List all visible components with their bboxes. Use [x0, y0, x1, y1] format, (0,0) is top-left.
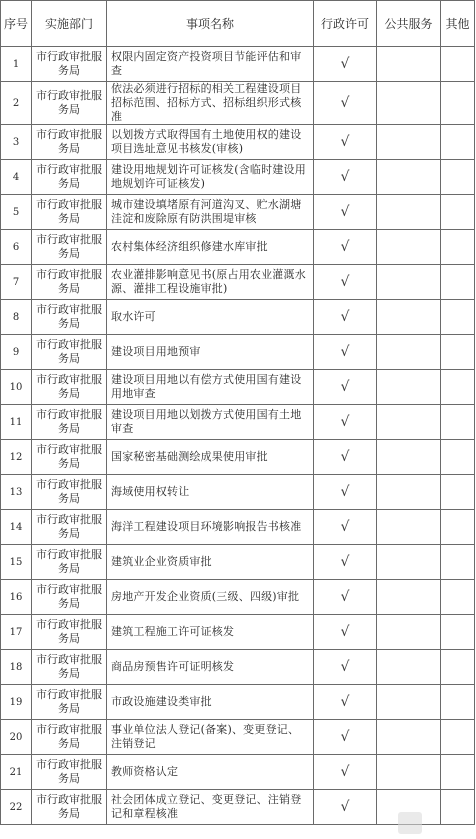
row-other — [441, 125, 475, 160]
row-item-name: 国家秘密基础测绘成果使用审批 — [107, 440, 314, 475]
row-item-name: 建设项目用地以划拨方式使用国有土地审查 — [107, 405, 314, 440]
table-row — [1, 475, 475, 510]
row-admin-permit-check: √ — [314, 685, 377, 720]
row-item-name: 建设项目用地以有偿方式使用国有建设用地审查 — [107, 370, 314, 405]
row-number: 14 — [1, 510, 32, 545]
row-item-name: 农村集体经济组织修建水库审批 — [107, 230, 314, 265]
row-other — [441, 755, 475, 790]
row-item-name: 以划拨方式取得国有土地使用权的建设项目选址意见书核发(审核) — [107, 125, 314, 160]
row-number: 7 — [1, 265, 32, 300]
row-department: 市行政审批服务局 — [32, 755, 107, 790]
row-other — [441, 545, 475, 580]
row-department: 市行政审批服务局 — [32, 195, 107, 230]
row-other — [441, 195, 475, 230]
row-department: 市行政审批服务局 — [32, 790, 107, 825]
row-department: 市行政审批服务局 — [32, 265, 107, 300]
row-item-name: 建设用地规划许可证核发(含临时建设用地规划许可证核发) — [107, 160, 314, 195]
row-other — [441, 160, 475, 195]
row-item-name: 权限内固定资产投资项目节能评估和审查 — [107, 47, 314, 82]
header-item: 事项名称 — [107, 1, 314, 47]
table-row — [1, 405, 475, 440]
row-public-service — [377, 440, 441, 475]
table-row — [1, 755, 475, 790]
row-department: 市行政审批服务局 — [32, 685, 107, 720]
table-row — [1, 580, 475, 615]
row-admin-permit-check: √ — [314, 405, 377, 440]
row-public-service — [377, 370, 441, 405]
row-admin-permit-check: √ — [314, 47, 377, 82]
table-body — [1, 47, 475, 825]
row-public-service — [377, 580, 441, 615]
table-row — [1, 510, 475, 545]
row-item-name: 海洋工程建设项目环境影响报告书核准 — [107, 510, 314, 545]
row-public-service — [377, 47, 441, 82]
row-number: 4 — [1, 160, 32, 195]
row-number: 20 — [1, 720, 32, 755]
header-public-service: 公共服务 — [377, 1, 441, 47]
row-other — [441, 265, 475, 300]
row-admin-permit-check: √ — [314, 510, 377, 545]
row-other — [441, 615, 475, 650]
row-department: 市行政审批服务局 — [32, 650, 107, 685]
row-other — [441, 510, 475, 545]
row-department: 市行政审批服务局 — [32, 160, 107, 195]
row-number: 12 — [1, 440, 32, 475]
row-department: 市行政审批服务局 — [32, 545, 107, 580]
table-row — [1, 685, 475, 720]
row-item-name: 事业单位法人登记(备案)、变更登记、注销登记 — [107, 720, 314, 755]
row-public-service — [377, 265, 441, 300]
row-public-service — [377, 160, 441, 195]
row-other — [441, 475, 475, 510]
row-department: 市行政审批服务局 — [32, 300, 107, 335]
row-admin-permit-check: √ — [314, 720, 377, 755]
row-other — [441, 47, 475, 82]
row-department: 市行政审批服务局 — [32, 335, 107, 370]
row-number: 8 — [1, 300, 32, 335]
row-public-service — [377, 300, 441, 335]
table-row — [1, 125, 475, 160]
row-department: 市行政审批服务局 — [32, 125, 107, 160]
row-number: 19 — [1, 685, 32, 720]
row-number: 11 — [1, 405, 32, 440]
row-other — [441, 720, 475, 755]
row-department: 市行政审批服务局 — [32, 510, 107, 545]
header-dept: 实施部门 — [32, 1, 107, 47]
row-admin-permit-check: √ — [314, 650, 377, 685]
row-number: 16 — [1, 580, 32, 615]
row-public-service — [377, 510, 441, 545]
watermark-logo-icon — [398, 812, 422, 834]
row-public-service — [377, 335, 441, 370]
row-public-service — [377, 230, 441, 265]
row-item-name: 建筑业企业资质审批 — [107, 545, 314, 580]
row-number: 13 — [1, 475, 32, 510]
row-department: 市行政审批服务局 — [32, 370, 107, 405]
row-public-service — [377, 545, 441, 580]
row-admin-permit-check: √ — [314, 615, 377, 650]
row-item-name: 农业灌排影响意见书(原占用农业灌溉水源、灌排工程设施审批) — [107, 265, 314, 300]
row-number: 17 — [1, 615, 32, 650]
row-public-service — [377, 650, 441, 685]
row-item-name: 社会团体成立登记、变更登记、注销登记和章程核准 — [107, 790, 314, 825]
row-admin-permit-check: √ — [314, 475, 377, 510]
row-department: 市行政审批服务局 — [32, 230, 107, 265]
row-other — [441, 335, 475, 370]
header-no: 序号 — [1, 1, 32, 47]
table-row — [1, 265, 475, 300]
row-public-service — [377, 195, 441, 230]
row-admin-permit-check: √ — [314, 82, 377, 125]
row-number: 1 — [1, 47, 32, 82]
row-number: 5 — [1, 195, 32, 230]
table-row — [1, 440, 475, 475]
row-department: 市行政审批服务局 — [32, 475, 107, 510]
row-admin-permit-check: √ — [314, 370, 377, 405]
row-item-name: 商品房预售许可证明核发 — [107, 650, 314, 685]
row-item-name: 建设项目用地预审 — [107, 335, 314, 370]
row-public-service — [377, 125, 441, 160]
row-number: 18 — [1, 650, 32, 685]
row-admin-permit-check: √ — [314, 230, 377, 265]
row-number: 21 — [1, 755, 32, 790]
row-public-service — [377, 685, 441, 720]
watermark — [398, 809, 472, 837]
row-item-name: 取水许可 — [107, 300, 314, 335]
row-item-name: 海域使用权转让 — [107, 475, 314, 510]
table-header-row — [1, 1, 475, 47]
row-number: 10 — [1, 370, 32, 405]
header-admin-permit: 行政许可 — [314, 1, 377, 47]
row-admin-permit-check: √ — [314, 195, 377, 230]
table-row — [1, 47, 475, 82]
row-department: 市行政审批服务局 — [32, 47, 107, 82]
row-public-service — [377, 755, 441, 790]
header-other: 其他 — [441, 1, 475, 47]
row-public-service — [377, 82, 441, 125]
row-department: 市行政审批服务局 — [32, 82, 107, 125]
row-admin-permit-check: √ — [314, 300, 377, 335]
table-row — [1, 720, 475, 755]
row-admin-permit-check: √ — [314, 790, 377, 825]
row-other — [441, 580, 475, 615]
row-admin-permit-check: √ — [314, 265, 377, 300]
row-admin-permit-check: √ — [314, 755, 377, 790]
row-number: 3 — [1, 125, 32, 160]
row-other — [441, 300, 475, 335]
row-department: 市行政审批服务局 — [32, 580, 107, 615]
row-item-name: 城市建设填堵原有河道沟叉、贮水湖塘洼淀和废除原有防洪围堤审核 — [107, 195, 314, 230]
row-item-name: 市政设施建设类审批 — [107, 685, 314, 720]
row-number: 2 — [1, 82, 32, 125]
row-other — [441, 230, 475, 265]
row-public-service — [377, 405, 441, 440]
table-row — [1, 370, 475, 405]
row-department: 市行政审批服务局 — [32, 440, 107, 475]
table-row — [1, 195, 475, 230]
row-public-service — [377, 615, 441, 650]
row-admin-permit-check: √ — [314, 125, 377, 160]
row-admin-permit-check: √ — [314, 580, 377, 615]
row-other — [441, 440, 475, 475]
row-item-name: 教师资格认定 — [107, 755, 314, 790]
row-department: 市行政审批服务局 — [32, 615, 107, 650]
table-row — [1, 82, 475, 125]
row-admin-permit-check: √ — [314, 440, 377, 475]
row-number: 9 — [1, 335, 32, 370]
table-row — [1, 300, 475, 335]
table-row — [1, 615, 475, 650]
row-other — [441, 685, 475, 720]
row-admin-permit-check: √ — [314, 545, 377, 580]
row-department: 市行政审批服务局 — [32, 405, 107, 440]
row-number: 6 — [1, 230, 32, 265]
row-item-name: 建筑工程施工许可证核发 — [107, 615, 314, 650]
row-admin-permit-check: √ — [314, 335, 377, 370]
row-other — [441, 370, 475, 405]
table-row — [1, 230, 475, 265]
row-item-name: 房地产开发企业资质(三级、四级)审批 — [107, 580, 314, 615]
table-row — [1, 160, 475, 195]
row-other — [441, 405, 475, 440]
row-number: 22 — [1, 790, 32, 825]
table-row — [1, 335, 475, 370]
row-public-service — [377, 720, 441, 755]
row-department: 市行政审批服务局 — [32, 720, 107, 755]
row-public-service — [377, 475, 441, 510]
row-other — [441, 82, 475, 125]
table-row — [1, 545, 475, 580]
table-row — [1, 650, 475, 685]
row-other — [441, 650, 475, 685]
row-item-name: 依法必须进行招标的相关工程建设项目招标范围、招标方式、招标组织形式核准 — [107, 82, 314, 125]
row-number: 15 — [1, 545, 32, 580]
row-admin-permit-check: √ — [314, 160, 377, 195]
